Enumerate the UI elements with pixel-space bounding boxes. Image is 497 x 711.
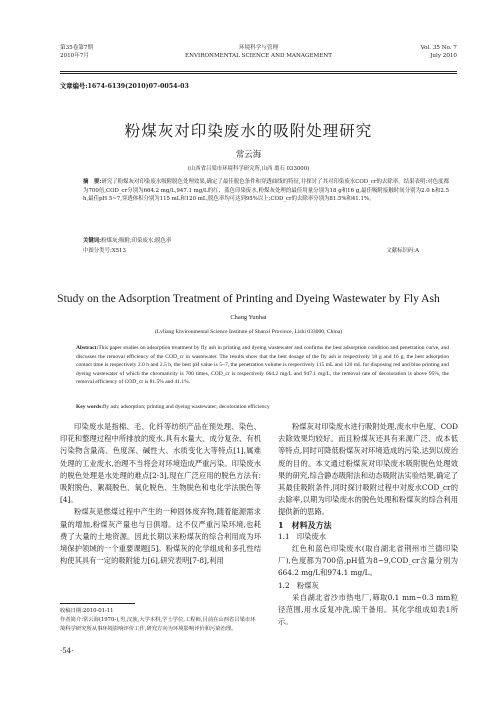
- subsection-heading: 1.2 粉煤灰: [278, 580, 319, 590]
- document-code: 文献标识码:A: [386, 248, 419, 254]
- keywords-cn-text: 粉煤灰;吸附;印染废水;脱色率: [101, 238, 172, 244]
- title-en: Study on the Adsorption Treatment of Printing and Dyeing Wastewater by Fly Ash: [57, 292, 440, 305]
- class-number: 中图分类号:X513: [83, 248, 126, 254]
- header-rule-bottom: [60, 73, 457, 74]
- keywords-en: [76, 404, 270, 410]
- author-cn: 常云海: [235, 150, 262, 160]
- body-paragraph: 红色和蓝色印染废水(取自湖北省荆州市兰德印染厂),色度都为700倍,pH值为8~9,COD_cr含量分别为664.2 mg/L和974.1 mg/L。: [278, 544, 458, 578]
- subsection-heading: 1.1 印染废水: [278, 531, 327, 541]
- author-en: Chang Yunhai: [230, 314, 267, 321]
- keywords-en-text: fly ash; adsorption; printing and dyeing wastewater; decoloration efficiency: [103, 404, 270, 410]
- title-cn: 粉煤灰对印染废水的吸附处理研究: [124, 122, 373, 140]
- journal-name-en: ENVIRONMENTAL SCIENCE AND MANAGEMENT: [185, 53, 332, 59]
- journal-header: [60, 44, 457, 70]
- page-number: ·54·: [60, 647, 74, 655]
- keywords-en-label: Key words:: [76, 404, 104, 410]
- abstract-en-text: This paper studies on adsorption treatment by fly ash in printing and dyeing wastewater and confirms the best adsorption condition and penetration curve, and discusses the removal efficiency of the COD_cr in wastewater. The results show that the best dosage of the fly ash is respectively 18 g and 16 g, the best adsorption contact time is respectively 2.0 h and 2.5 h, the best pH value is 5~7, the penetration volume is respectively 115 mL and 120 mL for disposing red and blue printing and dyeing wastewater of which the chromaticity is 700 times, COD_cr is respectively 664.2 mg/L and 947.1 mg/L, the removal rate of decoloration is above 95%, the removal efficiency of COD_cr is 81.5% and 41.1%.: [76, 345, 449, 386]
- header-month-year: July 2010: [430, 53, 457, 59]
- footnote-rule: [60, 603, 135, 604]
- affiliation-en: (Lvliang Environmental Science Institute of Shanxi Province, Lishi 033000, China): [154, 329, 343, 335]
- body-paragraph: 粉煤灰对印染废水进行吸附处理,废水中色度、COD去除效果均较好。而且粉煤灰还具有来源广泛、成本低等特点,同时可降低粉煤灰对环境造成的污染,达到以废治废的目的。本文通过粉煤灰对印染废水吸附脱色处理效果的研究,综合静态吸附法和动态吸附法实验结果,确定了其最佳吸附条件,同时探讨吸附过程中对废水COD_cr的去除率,以期为印染废水的脱色处理和粉煤灰的综合利用提供新的思路。: [278, 422, 458, 517]
- header-journal: [60, 44, 457, 60]
- body-paragraph: 采自湖北省沙市热电厂,筛取0.1 mm~0.3 mm粒径范围,用水反复冲洗,晾干备用。其化学组成如表1所示。: [278, 592, 458, 627]
- footnote: [60, 607, 260, 634]
- abstract-en: [76, 344, 449, 387]
- header-rule-top: [60, 71, 457, 72]
- section-heading: 1 材料及方法: [278, 519, 332, 530]
- body-paragraph: 粉煤灰是燃煤过程中产生的一种固体废弃物,随着能源需求量的增加,粉煤灰产量也与日俱增。这不仅严重污染环境,也耗费了大量的土地资源。因此长期以来粉煤灰的综合利用成为环境保护领域的一个重要课题[5]。粉煤灰的化学组成和多孔性结构使其具有一定的吸附能力[6],研究表明[7-8],利用: [60, 507, 261, 566]
- abstract-cn: [83, 178, 449, 204]
- body-right-column: [278, 421, 458, 628]
- footnote-author: 作者简介:常云海(1970-),男,汉族,大学本科,学士学位,工程师,目前在山西省吕梁市环境科学研究所从事环境影响评价工作,研究方向为环境影响评价和污染治理。: [60, 617, 256, 632]
- header-vol-no: Vol. 35 No. 7: [420, 45, 457, 51]
- header-volume-en: [421, 44, 457, 60]
- article-number: 文章编号:1674-6139(2010)07-0054-03: [60, 83, 189, 90]
- keywords-cn: [83, 236, 171, 244]
- journal-name-cn: 环境科学与管理: [238, 45, 279, 51]
- keywords-cn-label: 关键词:: [83, 238, 102, 244]
- body-paragraph: 印染废水是指棉、毛、化纤等纺织产品在预处理、染色、印花和整理过程中所排放的废水,具有水量大、成分复杂、有机污染物含量高、色度深、碱性大、水质变化大等特点[1],属难处理的工业废水,治理不当将会对环境造成严重污染。印染废水的脱色处理是水处理的难点[2-3],现在广泛应用的脱色方法有:吸附脱色、絮凝脱色、氧化脱色、生物脱色和电化学法脱色等[4]。: [60, 422, 261, 505]
- footnote-received: 收稿日期:2010-01-11: [60, 608, 114, 614]
- header-volume: 第35卷第7期: [60, 45, 94, 51]
- body-left-column: [60, 421, 261, 567]
- abstract-cn-text: 研究了粉煤灰对印染废水吸附脱色处理效果,确定了最佳脱色条件和穿透曲线的特征,并探讨了其对印染废水COD_cr的去除率。结果表明:对色度都为700倍,COD_cr分别为664.2 mg/L,947.1 mg/L的红、蓝色印染废水,粉煤灰处理的最佳用量分别为18 g和16 g,最佳吸附接触时间分别为2.0 h和2.5 h,最佳pH 5~7,穿透体积分别为115 mL和120 mL,脱色率均可达到95%以上;COD_cr的去除率分别为81.5%和41.1%。: [83, 179, 449, 203]
- header-date: 2010年7月: [60, 53, 89, 59]
- abstract-cn-label: 摘 要:: [83, 179, 102, 185]
- affiliation-cn: (山西省吕梁市环境科学研究所,山西 离石 033000): [187, 166, 310, 172]
- abstract-en-label: Abstract:: [76, 345, 99, 351]
